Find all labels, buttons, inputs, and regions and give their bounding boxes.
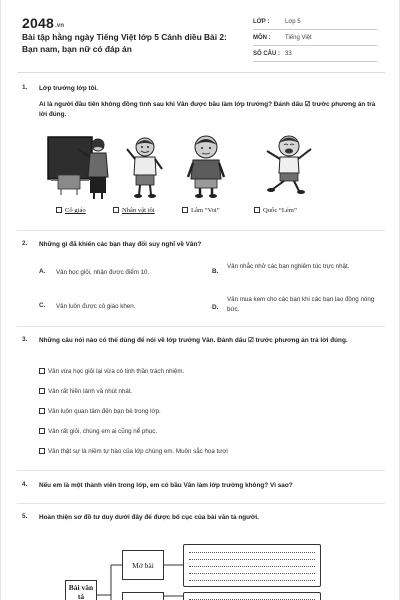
question-1-number: 1. [22, 84, 28, 91]
answer-line [189, 573, 315, 574]
question-3-prompt: Những câu nói nào có thể dùng để nói về lớp trưởng Vân. Đánh dấu ☑ trước phương án trả lời đúng. [39, 337, 348, 344]
question-5-number: 5. [22, 513, 28, 520]
answer-text: Vân luôn quan tâm đến bạn bè trong lớp. [48, 408, 161, 415]
option-label: Lâm “Voi” [191, 207, 220, 214]
question-1-title: Lớp trưởng lớp tôi. [39, 85, 99, 92]
option-label: Quốc “Lém” [263, 207, 297, 214]
answer-dotted-box[interactable] [183, 544, 321, 587]
answer-line [189, 552, 315, 553]
option-text: Vân mua kem cho các bạn khi các bạn lao động nóng bức. [227, 296, 375, 313]
option-text: Vân học giỏi, nhận được điểm 10. [56, 269, 150, 276]
answer-text: Vân thật sự là niềm tự hào của lớp chúng em. Muôn sắc hoa tươi [48, 448, 228, 455]
meta-value: 33 [285, 50, 292, 57]
question-4-prompt: Nếu em là một thành viên trong lớp, em có bầu Vân làm lớp trưởng không? Vì sao? [39, 482, 293, 489]
meta-value: Lớp 5 [285, 18, 301, 25]
answer-dotted-box[interactable] [183, 592, 321, 600]
answer-text: Vân rất hiền lành và nhút nhát. [48, 388, 133, 395]
answer-text: Vân rất giỏi, chúng em ai cũng nể phục. [48, 428, 158, 435]
answer-line [189, 580, 315, 581]
question-1-prompt: Ai là người đầu tiên không đồng tình sau khi Vân được bầu làm lớp trưởng? Đánh dấu ☑ trước phương án trả lời đúng. [39, 101, 376, 118]
question-5-prompt: Hoàn thiện sơ đồ tư duy dưới đây để được bố cục của bài văn tả người. [39, 514, 259, 521]
document-title: Bài tập hằng ngày Tiếng Việt lớp 5 Cánh diều Bài 2: Bạn nam, bạn nữ có đáp án [22, 32, 227, 54]
option-letter[interactable]: A. [39, 268, 46, 275]
question-3-number: 3. [22, 336, 28, 343]
option-letter[interactable]: B. [212, 268, 219, 275]
option-text: Vân nhắc nhở các bạn nghiêm túc trực nhật. [227, 263, 350, 270]
meta-label: MÔN : [253, 34, 271, 41]
question-2-prompt: Những gì đã khiến các bạn thay đổi suy nghĩ về Vân? [39, 241, 202, 248]
meta-label: SỐ CÂU : [253, 50, 280, 57]
option-letter[interactable]: C. [39, 302, 46, 309]
mindmap-branch-intro [122, 550, 164, 580]
question-2-number: 2. [22, 240, 28, 247]
meta-label: LỚP : [253, 18, 270, 25]
option-label: Nhân vật tôi [122, 207, 155, 214]
option-letter[interactable]: D. [212, 304, 219, 311]
mindmap-root [65, 580, 97, 600]
meta-value: Tiếng Việt [285, 34, 312, 41]
answer-text: Vân vừa học giỏi lại vừa có tinh thần trách nhiệm. [48, 368, 185, 375]
mindmap-branch-body [122, 592, 164, 600]
answer-line [189, 559, 315, 560]
question-4-number: 4. [22, 481, 28, 488]
root-label: Bài văn tả [68, 583, 94, 600]
logo-text: 2048 [22, 15, 54, 31]
mindmap-connectors [1, 0, 400, 600]
answer-line [189, 566, 315, 567]
branch-label: Mở bài [132, 560, 154, 570]
option-label: Cô giáo [65, 207, 86, 214]
option-text: Vân luôn được cô giáo khen. [56, 303, 136, 310]
logo-suffix: .vn [54, 23, 65, 29]
